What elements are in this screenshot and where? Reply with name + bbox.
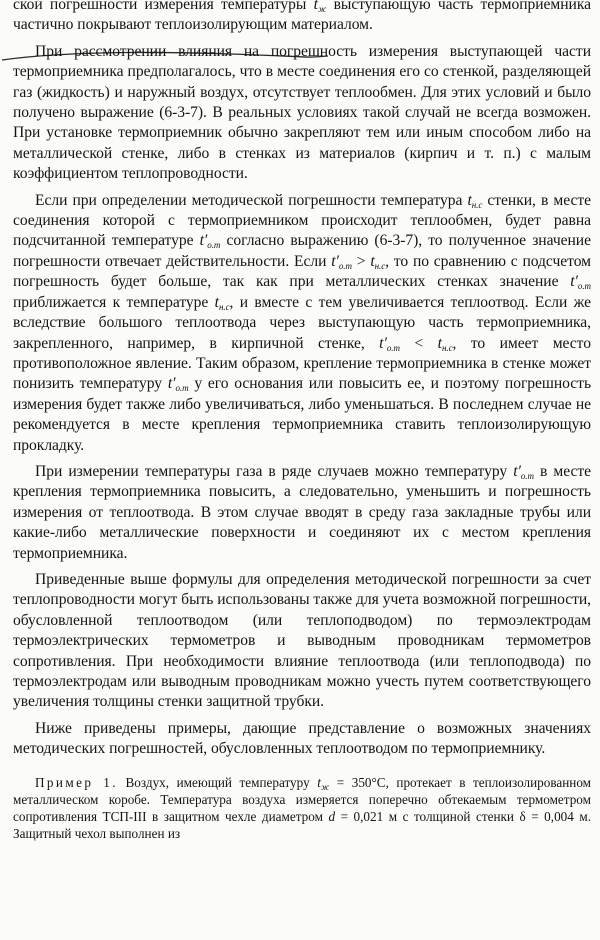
less-than-sign: < <box>414 334 424 352</box>
symbol-t-prime-ot: $t'_{о.т}$ <box>331 252 352 271</box>
paragraph-formulas: Приведенные выше формулы для определения методической погрешности за счет теплопроводности могут быть использованы также для учета возможной погрешности, обусловленной теплоотводом (или теплоподводом) по термоэлектродам термоэлектрических термометров и выводным проводникам термометров сопротивления. При необходимости влияние теплоотвода (или теплоподвода) по термоэлектродам или выводным проводникам можно учесть путем соответствующего увеличения толщины стенки защитной трубки. <box>13 570 591 711</box>
paragraph-continuation <box>13 0 591 36</box>
example-label: Пример 1. <box>35 774 118 790</box>
symbol-t-prime-ot: $t'_{о.т}$ <box>513 462 534 481</box>
symbol-t-ns: $t_{н.с}$ <box>437 334 453 353</box>
symbol-t-prime-ot: $t'_{о.т}$ <box>167 375 189 394</box>
symbol-t-ns: $t_{н.с}$ <box>214 293 230 312</box>
text-run: выступающую часть термоприемника частично покрывают теплоизолирующим материалом. <box>13 0 591 34</box>
greater-than-sign: > <box>356 252 366 270</box>
symbol-t-zh: $t_ж$ <box>317 774 330 792</box>
example-1: Пример 1. Воздух, имеющий температуру $t_ж = 350^\circ С$, протекает в теплоизолированном металлическом коробе. Температура воздуха измеряется поперечно обтекаемым термометром сопротивления ТСП-III в защитном чехле диаметром d = 0,021 м с толщиной стенки δ = 0,004 м. Защитный чехол выполнен из <box>13 774 592 842</box>
symbol-t-prime-ot: $t'_{о.т}$ <box>379 334 400 353</box>
symbol-t-prime-ot: $t'_{о.т}$ <box>570 273 591 292</box>
paragraph-wall-temperature: Если при определении методической погрешности температура $t_{н.с}$ стенки, в месте соединения которой с термоприемником происходит теплообмен, будет равна подсчитанной температуре $t'_{о.т}$ согласно выражению (6-3-7), то полученное значение погрешности отвечает действительности. Если $t'_{о.т} > t_{н.с}$, то по сравнению с подсчетом погрешность будет больше, так как при металлических стенках значение $t'_{о.т}$ приближается к температуре $t_{н.с}$, и вместе с тем увеличивается теплоотвод. Если же вследствие большого теплоотвода через выступающую часть термоприемника, закрепленного, например, в кирпичной стенке, $t'_{о.т} < t_{н.с}$, то имеет место противоположное явление. Таким образом, крепление термоприемника в стенке может понизить температуру $t'_{о.т}$ у его основания или повысить ее, и поэтому погрешность измерения будет также либо увеличиваться, либо уменьшаться. В последнем случае не рекомендуется в месте крепления термоприемника ставить теплоизолирующую прокладку. <box>13 191 592 454</box>
symbol-t-prime-ot: $t'_{о.т}$ <box>199 232 221 251</box>
paragraph-examples-intro: Ниже приведены примеры, дающие представление о возможных значениях методических погрешностей, обусловленных теплоотводом по термоприемнику. <box>13 719 591 758</box>
symbol-t-ns: $t_{н.с}$ <box>467 191 483 210</box>
symbol-d: d <box>328 809 336 825</box>
text-run: ской погрешности измерения температуры <box>13 0 307 13</box>
paragraph-gas-measurement: При измерении температуры газа в ряде случаев можно температуру $t'_{о.т}$ в месте крепления термоприемника повысить, а следовательно, уменьшить и погрешность измерения от теплоотвода. В этом случае вводят в среду газа закладные трубы или какие-либо металлические поверхности и соединяют их с местом крепления термоприемника. <box>13 462 591 562</box>
symbol-t: $t_ж$ <box>313 0 327 14</box>
symbol-t-ns: $t_{н.с}$ <box>370 252 386 271</box>
paragraph-mounting: При рассмотрении влияния на погрешность измерения выступающей части термоприемника предполагалось, что в месте соединения его со стенкой, разделяющей газ (жидкость) и наружный воздух, отсутствует теплообмен. Для этих условий и было получено выражение (6-3-7). В реальных условиях такой случай не всегда возможен. При установке термоприемник обычно закрепляют тем или иным способом либо на металлической стенке, либо в стенках из материалов (кирпич и т. п.) с малым коэффициентом теплопроводности. <box>13 42 591 183</box>
document-page <box>13 0 591 842</box>
